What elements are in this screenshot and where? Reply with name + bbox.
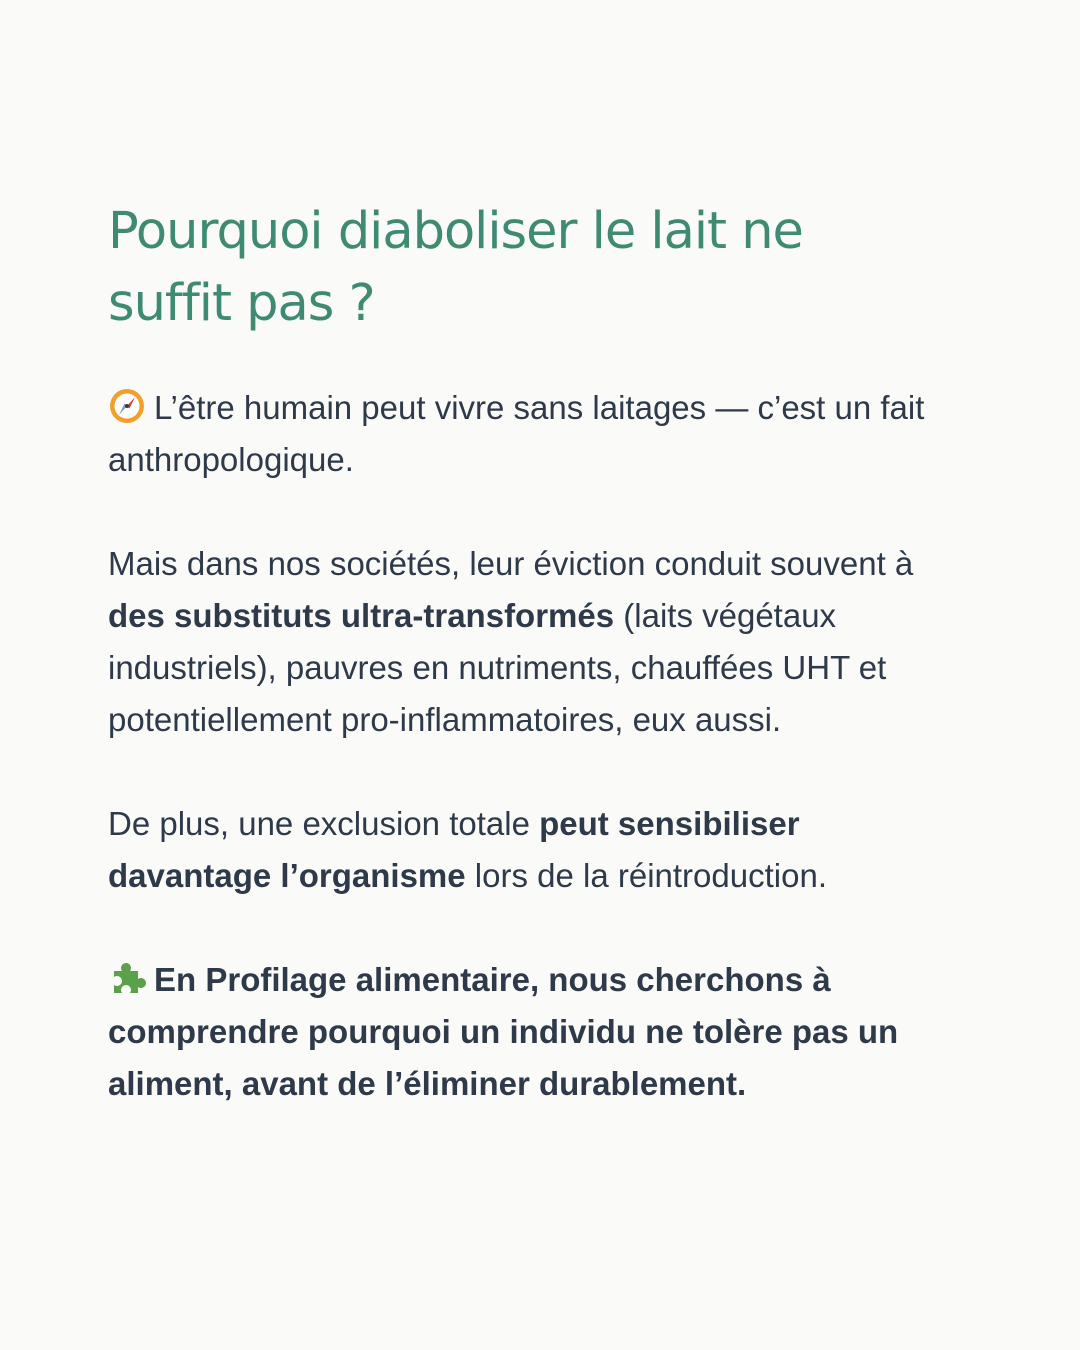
paragraph-substitutes-intro: Mais dans nos sociétés, leur éviction conduit souvent à [108, 545, 914, 582]
compass-icon [108, 387, 146, 425]
paragraph-profiling-text: En Profilage alimentaire, nous cherchons à comprendre pourquoi un individu ne tolère pas un aliment, avant de l’éliminer durablement. [108, 961, 899, 1102]
body-content [108, 382, 958, 1110]
page-title [108, 196, 968, 340]
title-line-2: suffit pas ? [108, 274, 375, 333]
puzzle-piece-icon [108, 959, 146, 997]
paragraph-substitutes-emphasis: des substituts ultra-transformés [108, 597, 615, 634]
paragraph-substitutes-rest: (laits végétaux industriels), pauvres en nutriments, chauffées UHT et potentiellement pro-inflammatoires, eux aussi. [108, 597, 887, 738]
paragraph-reintroduction-emphasis: peut sensibiliser davantage l’organisme [108, 805, 800, 894]
title-line-1: Pourquoi diaboliser le lait ne [108, 202, 803, 261]
paragraph-substitutes [108, 538, 958, 746]
paragraph-anthropology [108, 382, 958, 486]
paragraph-anthropology-text: L’être humain peut vivre sans laitages — c’est un fait anthropologique. [108, 389, 925, 478]
paragraph-profiling [108, 954, 958, 1110]
paragraph-reintroduction [108, 798, 958, 902]
slide [108, 196, 968, 1110]
paragraph-reintroduction-rest: lors de la réintroduction. [465, 857, 827, 894]
paragraph-reintroduction-intro: De plus, une exclusion totale [108, 805, 540, 842]
